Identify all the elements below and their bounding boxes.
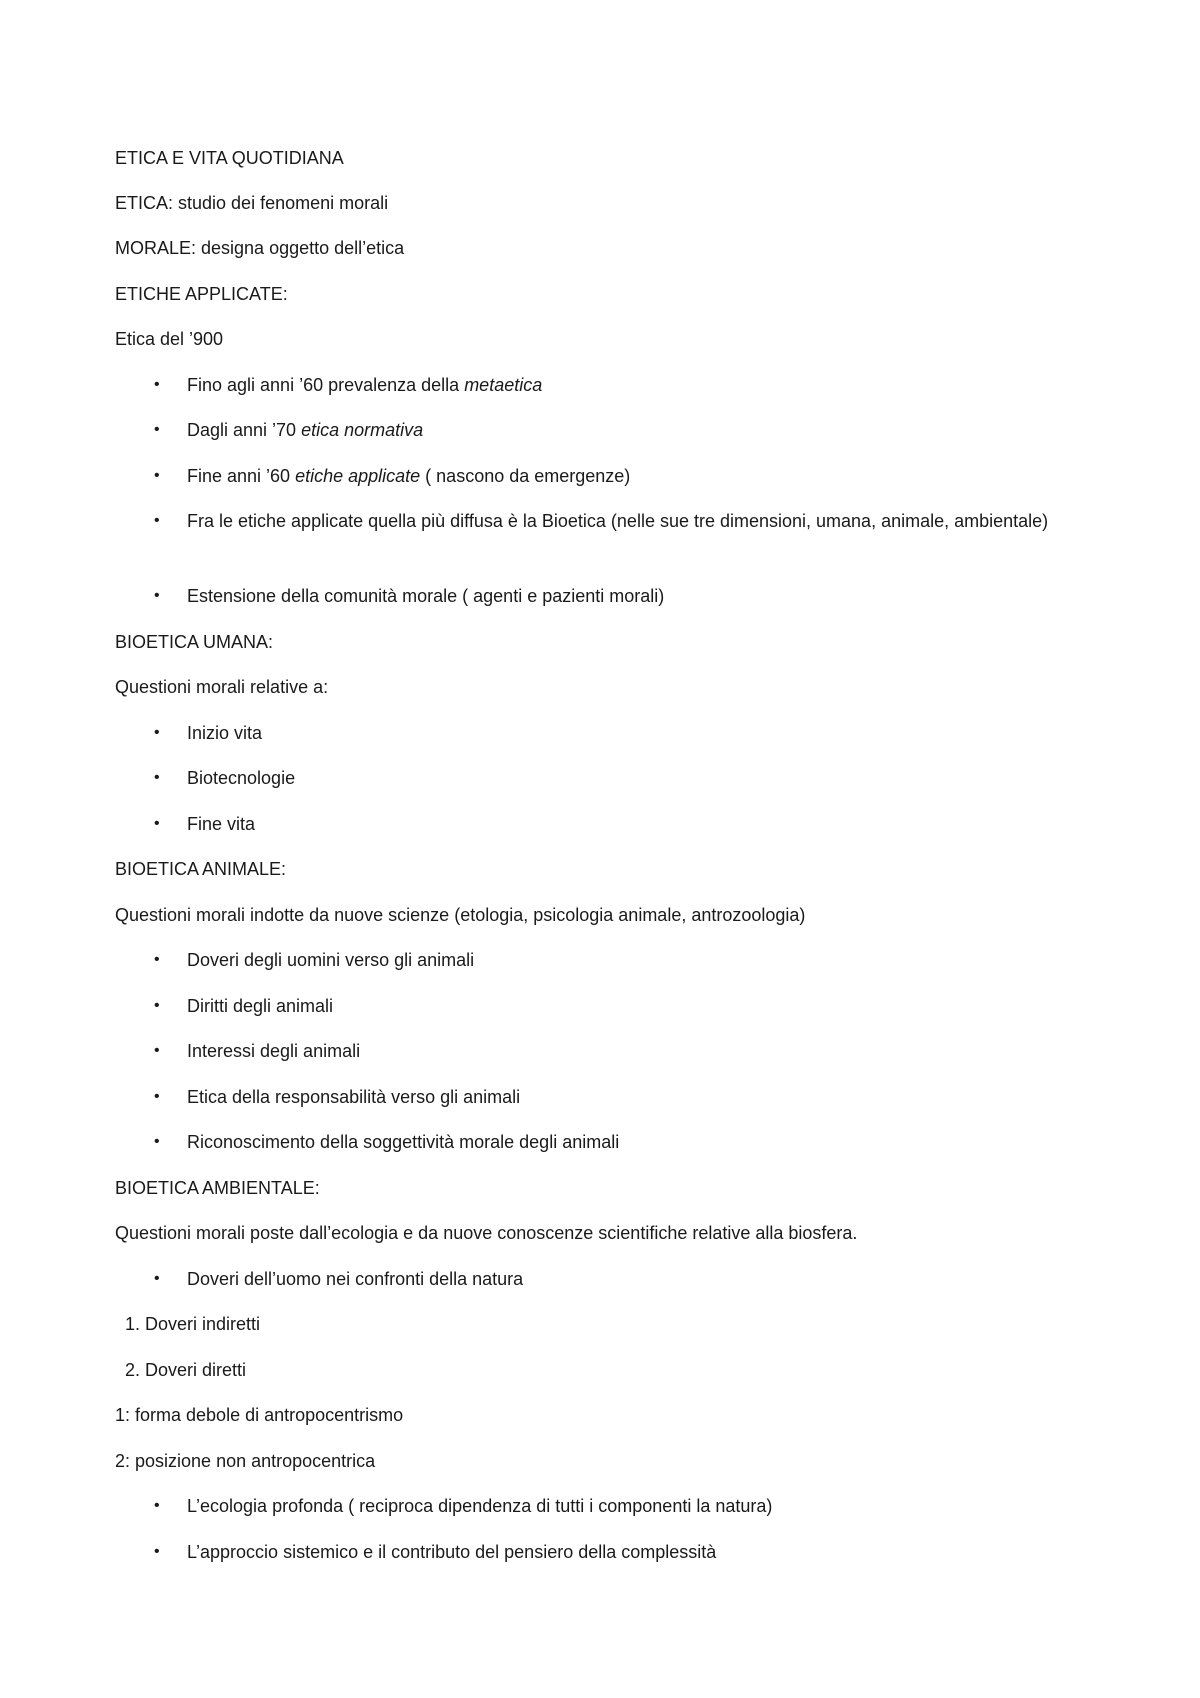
bullet-icon: •	[154, 1270, 160, 1287]
bullet-icon: •	[154, 587, 160, 604]
definition-etica: ETICA: studio dei fenomeni morali	[115, 193, 389, 213]
definition-morale: MORALE: designa oggetto dell’etica	[115, 238, 405, 258]
bullet-icon: •	[154, 512, 160, 529]
list-item: Inizio vita	[187, 723, 263, 743]
list-item: Dagli anni ’70 etica normativa	[187, 420, 424, 440]
list-item: Fra le etiche applicate quella più diffusa è la Bioetica (nelle sue tre dimensioni, umana, animale, ambientale)	[187, 511, 1049, 531]
bullet-icon: •	[154, 376, 160, 393]
bullet-icon: •	[154, 467, 160, 484]
list-item: L’approccio sistemico e il contributo del pensiero della complessità	[187, 1542, 717, 1562]
bullet-icon: •	[154, 1088, 160, 1105]
numbered-item: 1. Doveri indiretti	[125, 1314, 261, 1334]
bullet-icon: •	[154, 1042, 160, 1059]
paragraph-etica-900: Etica del ’900	[115, 329, 224, 349]
list-item: Riconoscimento della soggettività morale degli animali	[187, 1132, 620, 1152]
list-item: Fino agli anni ’60 prevalenza della metaetica	[187, 375, 543, 395]
heading-bioetica-ambientale: BIOETICA AMBIENTALE:	[115, 1178, 320, 1198]
numbered-item: 2. Doveri diretti	[125, 1360, 247, 1380]
bullet-icon: •	[154, 1543, 160, 1560]
paragraph-bioetica-umana-intro: Questioni morali relative a:	[115, 677, 329, 697]
list-item: L’ecologia profonda ( reciproca dipendenza di tutti i componenti la natura)	[187, 1496, 773, 1516]
list-item: Fine anni ’60 etiche applicate ( nascono da emergenze)	[187, 466, 631, 486]
bullet-icon: •	[154, 421, 160, 438]
bullet-icon: •	[154, 951, 160, 968]
list-item: Estensione della comunità morale ( agenti e pazienti morali)	[187, 586, 665, 606]
list-item: Interessi degli animali	[187, 1041, 361, 1061]
list-item: Diritti degli animali	[187, 996, 334, 1016]
bullet-icon: •	[154, 1133, 160, 1150]
list-item: Etica della responsabilità verso gli animali	[187, 1087, 521, 1107]
heading-bioetica-umana: BIOETICA UMANA:	[115, 632, 274, 652]
bullet-icon: •	[154, 815, 160, 832]
heading-bioetica-animale: BIOETICA ANIMALE:	[115, 859, 287, 879]
list-item: Doveri dell’uomo nei confronti della natura	[187, 1269, 524, 1289]
note-1: 1: forma debole di antropocentrismo	[115, 1405, 404, 1425]
bullet-icon: •	[154, 724, 160, 741]
bullet-icon: •	[154, 769, 160, 786]
paragraph-bioetica-ambientale-intro: Questioni morali poste dall’ecologia e da nuove conoscenze scientifiche relative alla biosfera.	[115, 1223, 858, 1243]
paragraph-bioetica-animale-intro: Questioni morali indotte da nuove scienze (etologia, psicologia animale, antrozoologia)	[115, 905, 806, 925]
bullet-icon: •	[154, 1497, 160, 1514]
list-item: Doveri degli uomini verso gli animali	[187, 950, 475, 970]
list-item: Biotecnologie	[187, 768, 296, 788]
bullet-icon: •	[154, 997, 160, 1014]
document-title: ETICA E VITA QUOTIDIANA	[115, 148, 344, 168]
heading-etiche-applicate: ETICHE APPLICATE:	[115, 284, 288, 304]
note-2: 2: posizione non antropocentrica	[115, 1451, 376, 1471]
list-item: Fine vita	[187, 814, 256, 834]
